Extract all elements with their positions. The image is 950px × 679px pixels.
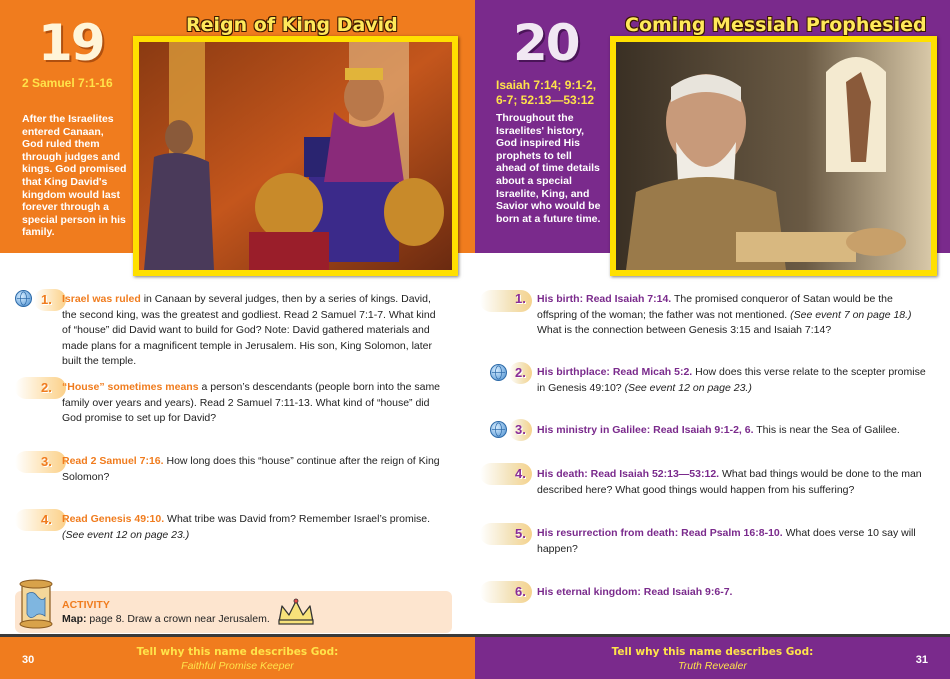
list-item: Read 2 Samuel 7:16. How long does this “house” continue after the reign of King Solomon? bbox=[62, 455, 440, 483]
list-item: His ministry in Galilee: Read Isaiah 9:1-2, 6. This is near the Sea of Galilee. bbox=[537, 424, 900, 436]
god-name: Faithful Promise Keeper bbox=[181, 660, 294, 672]
prophet-illustration bbox=[610, 36, 937, 276]
item-number: 3. bbox=[515, 422, 526, 437]
list-item: Israel was ruled in Canaan by several judges, then by a series of kings. David, the second king, was the greatest and godliest. Read 2 Samuel 7:1-7. What kind of “house” did David want to build for God? Note: David gathered materials and made plans for a magnificent temple in Jerusalem. His son, King Solomon, later built the temple. bbox=[62, 293, 436, 367]
right-page bbox=[475, 0, 950, 679]
activity-box bbox=[15, 591, 452, 633]
page-number: 30 bbox=[22, 654, 35, 666]
list-item: His death: Read Isaiah 52:13—53:12. What bad things would be done to the man described here? What good things would happen from his suffering? bbox=[537, 468, 922, 496]
globe-icon bbox=[490, 364, 507, 381]
god-name: Truth Revealer bbox=[678, 660, 747, 672]
king-david-illustration bbox=[133, 36, 458, 276]
item-number: 1. bbox=[41, 292, 52, 307]
scroll-map-icon bbox=[17, 578, 55, 630]
page-number: 31 bbox=[915, 654, 928, 666]
item-number: 6. bbox=[515, 584, 526, 599]
item-number: 4. bbox=[515, 466, 526, 481]
activity-title: ACTIVITY bbox=[62, 599, 110, 611]
item-number: 2. bbox=[515, 365, 526, 380]
event-number: 20 bbox=[513, 14, 579, 72]
item-number: 3. bbox=[41, 454, 52, 469]
intro-text: Throughout the Israelites' history, God inspired His prophets to tell ahead of time details about a special Israelite, King, and Savior who would be born at a future time. bbox=[496, 112, 601, 225]
item-number: 5. bbox=[515, 526, 526, 541]
intro-text: After the Israelites entered Canaan, God ruled them through judges and kings. God promised that King David's kingdom would last forever through a special person in his family. bbox=[22, 113, 127, 239]
activity-text: Map: page 8. Draw a crown near Jerusalem. bbox=[62, 613, 270, 625]
list-item: His birth: Read Isaiah 7:14. The promised conqueror of Satan would be the offspring of the woman; the father was not mentioned. (See event 7 on page 18.) What is the connection between Genesis 3:15 and Isaiah 7:14? bbox=[537, 293, 912, 336]
list-item: Read Genesis 49:10. What tribe was David from? Remember Israel’s promise. (See event 12 on page 23.) bbox=[62, 513, 431, 541]
list-item: His resurrection from death: Read Psalm 16:8-10. What does verse 10 say will happen? bbox=[537, 527, 916, 555]
scripture-reference: 2 Samuel 7:1-16 bbox=[22, 76, 113, 90]
event-title: Reign of King David bbox=[186, 14, 398, 36]
item-number: 1. bbox=[515, 291, 526, 306]
scripture-reference: Isaiah 7:14; 9:1-2, 6-7; 52:13—53:12 bbox=[496, 78, 597, 107]
globe-icon bbox=[490, 421, 507, 438]
footer-prompt: Tell why this name describes God: bbox=[136, 646, 339, 658]
list-item: His birthplace: Read Micah 5:2. How does this verse relate to the scepter promise in Genesis 49:10? (See event 12 on page 23.) bbox=[537, 366, 926, 394]
item-number: 2. bbox=[41, 380, 52, 395]
crown-icon bbox=[276, 598, 316, 626]
left-footer bbox=[0, 634, 475, 679]
event-number: 19 bbox=[38, 14, 104, 72]
event-title: Coming Messiah Prophesied bbox=[625, 14, 927, 36]
list-item: His eternal kingdom: Read Isaiah 9:6-7. bbox=[537, 586, 733, 598]
right-footer bbox=[475, 634, 950, 679]
globe-icon bbox=[15, 290, 32, 307]
list-item: “House” sometimes means a person’s descendants (people born into the same family over years and years). Read 2 Samuel 7:11-13. What kind of “house” did God promise to set up for David? bbox=[62, 381, 441, 424]
footer-prompt: Tell why this name describes God: bbox=[611, 646, 814, 658]
item-number: 4. bbox=[41, 512, 52, 527]
